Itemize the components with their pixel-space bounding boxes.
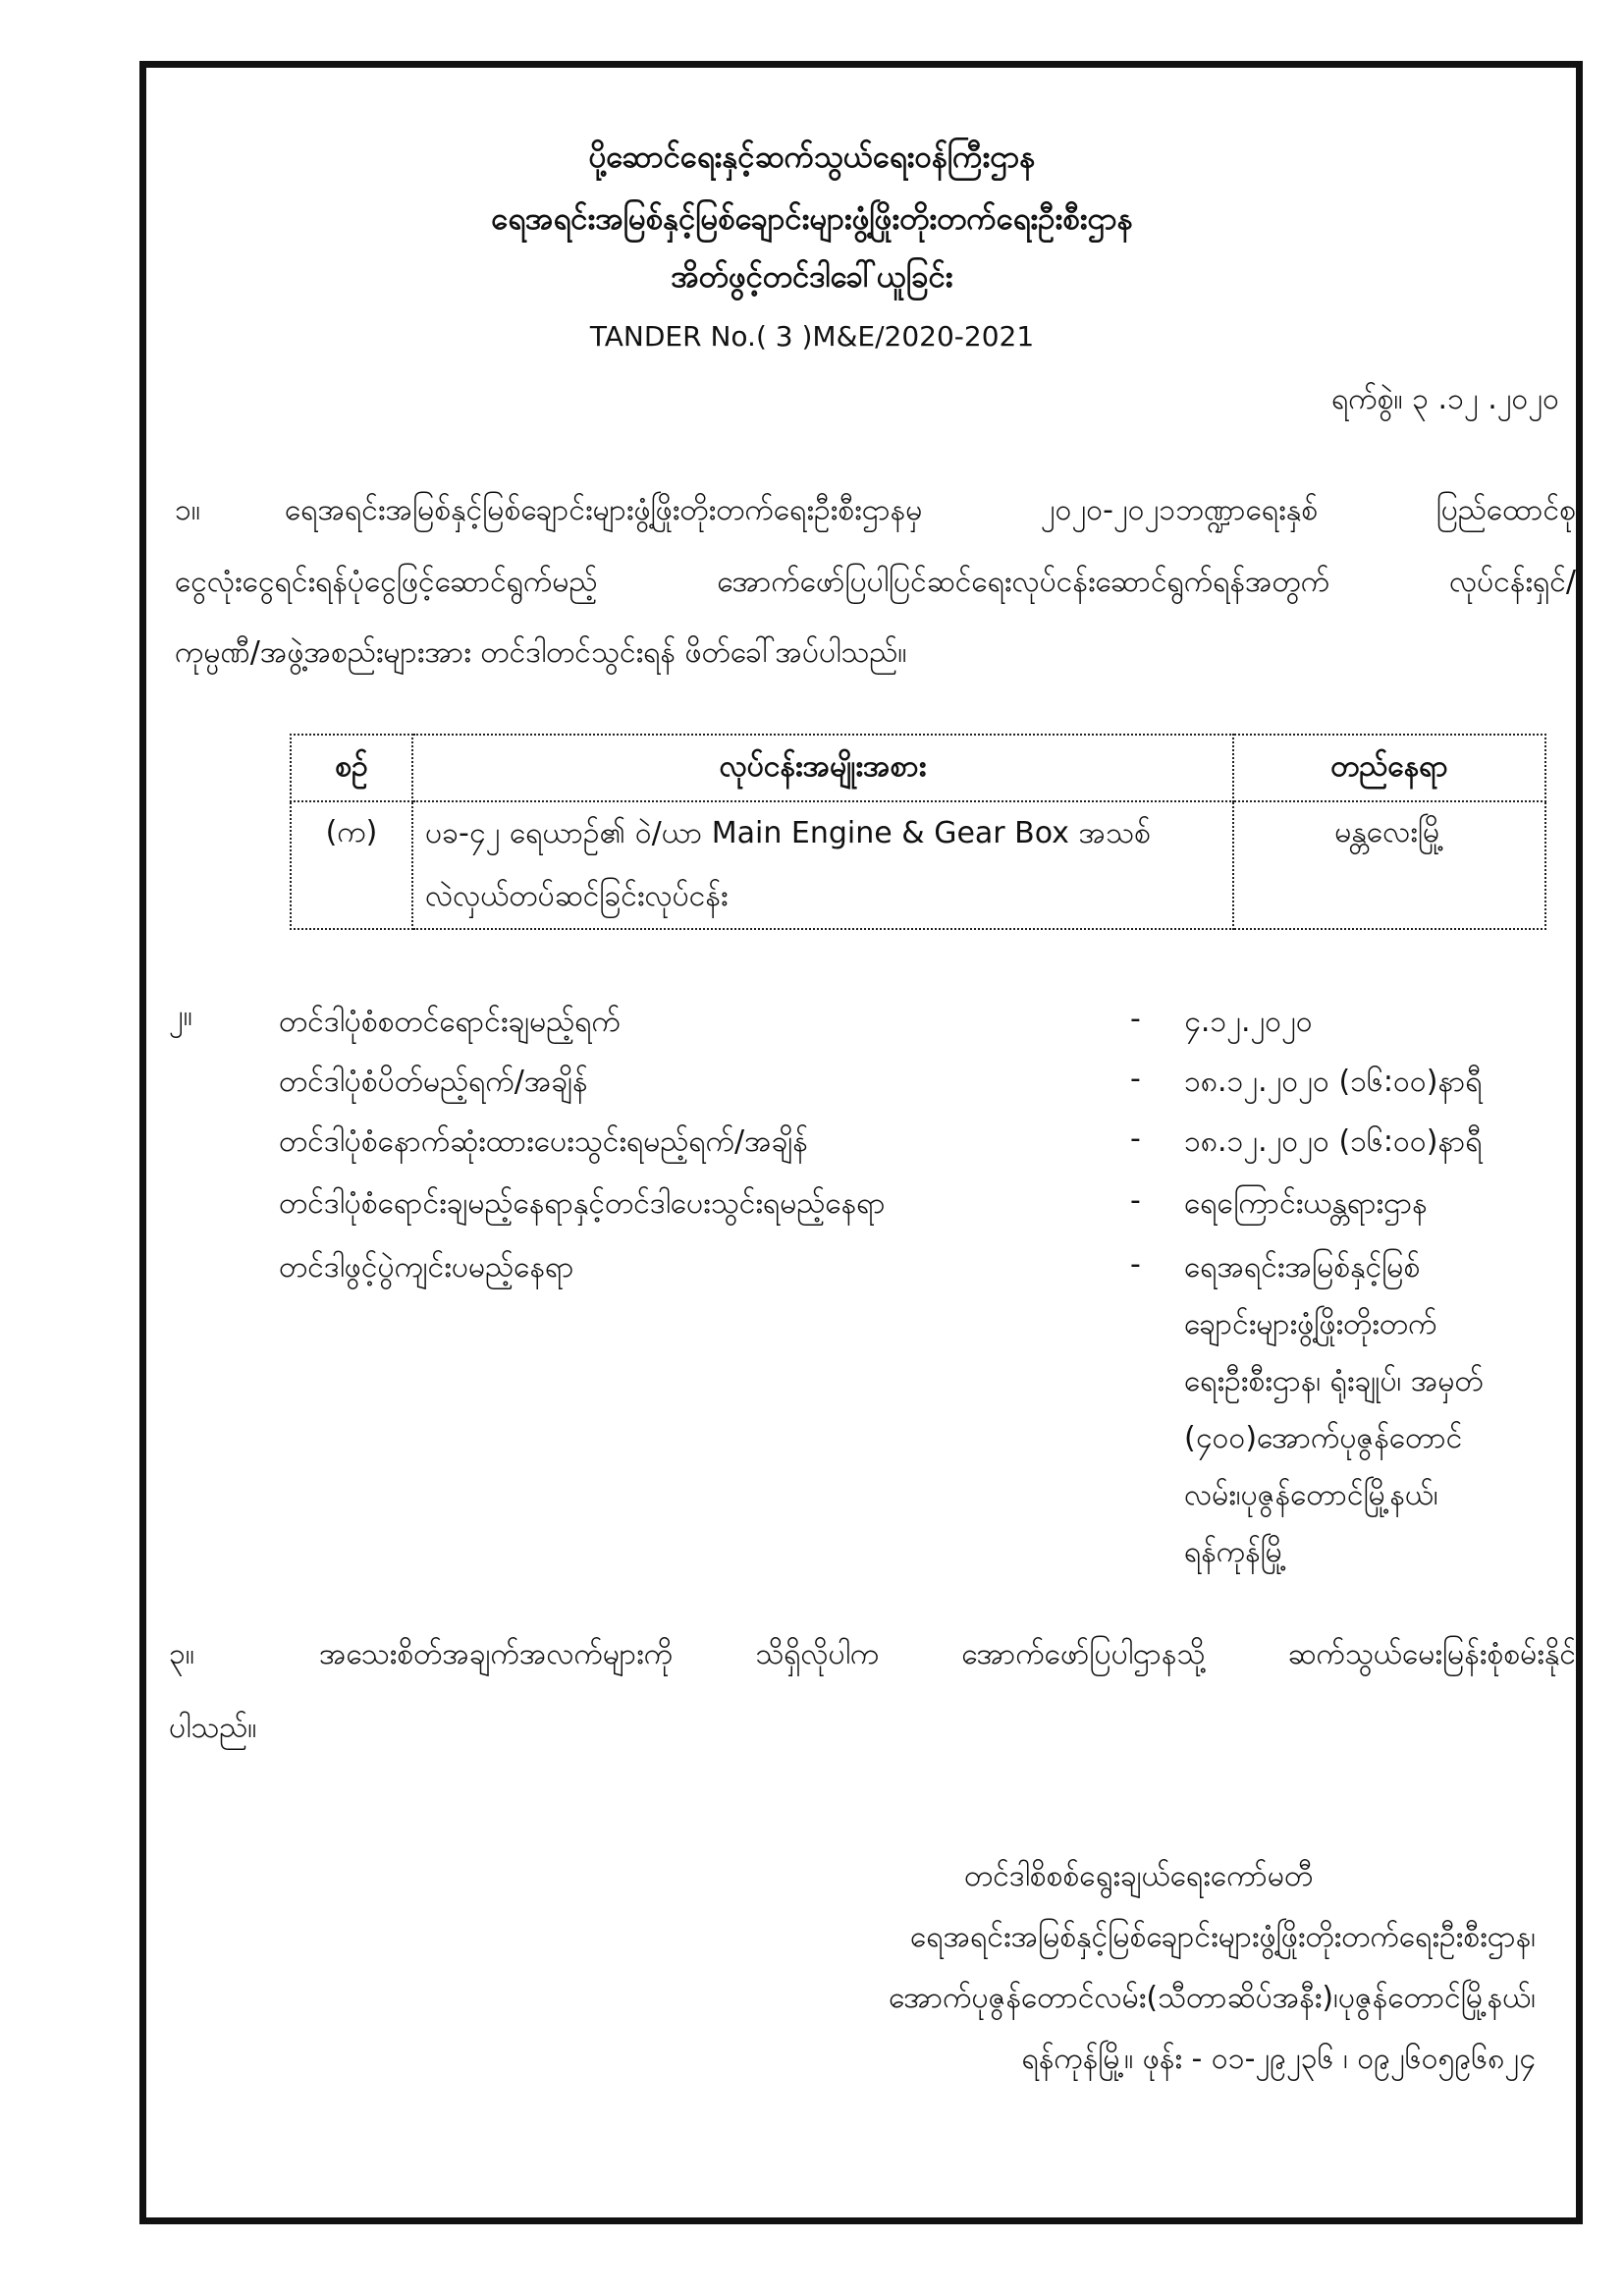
schedule-dash: - — [1130, 1121, 1141, 1156]
address-line-2: ရေးဦးစီးဌာန၊ ရုံးချုပ်၊ အမှတ် — [1184, 1364, 1484, 1398]
schedule-value-opening-place: ရေအရင်းအမြစ်နှင့်မြစ် — [1184, 1250, 1421, 1285]
schedule-value-sale-place: ရေကြောင်းယန္တရားဌာန — [1184, 1186, 1428, 1221]
signature-address: အောက်ပုဇွန်တောင်လမ်း(သီတာဆိပ်အနီး)၊ပုဇွန်တောင်မြို့နယ်၊ — [889, 1981, 1536, 2015]
address-line-4: လမ်း၊ပုဇွန်တောင်မြို့နယ်၊ — [1184, 1478, 1438, 1512]
schedule-value-deadline: ၁၈.၁၂.၂၀၂၀ (၁၆:၀၀)နာရီ — [1184, 1124, 1483, 1159]
work-line-1: ပခ-၄၂ ရေယာဉ်၏ ဝဲ/ယာ Main Engine & Gear Box အသစ် — [425, 816, 1151, 850]
schedule-value-close: ၁၈.၁၂.၂၀၂၀ (၁၆:၀၀)နာရီ — [1184, 1065, 1483, 1099]
para3-line-1: အသေးစိတ်အချက်အလက်များကို သိရှိလိုပါက အောက်ဖော်ပြပါဌာနသို့ ဆက်သွယ်မေးမြန်းစုံစမ်းနိုင် — [319, 1637, 1576, 1671]
col-header-number: စဉ် — [291, 735, 412, 801]
schedule-value-sale-start: ၄.၁၂.၂၀၂၀ — [1184, 1005, 1313, 1039]
schedule-label-close: တင်ဒါပုံစံပိတ်မည့်ရက်/အချိန် — [279, 1065, 588, 1099]
work-table — [290, 734, 1546, 930]
row-work-description — [412, 801, 1233, 929]
address-line-3: (၄၀၀)အောက်ပုဇွန်တောင် — [1184, 1421, 1463, 1455]
para3-number: ၃။ — [169, 1637, 194, 1671]
para1-line-1: ရေအရင်းအမြစ်နှင့်မြစ်ချောင်းများဖွံ့ဖြိုးတိုးတက်ရေးဦးစီးဌာနမှ ၂၀၂၀-၂၀၂၁ဘဏ္ဍာရေးနှစ် ပြည်ထောင်စု — [285, 493, 1576, 527]
work-line-2: လဲလှယ်တပ်ဆင်ခြင်းလုပ်ငန်း — [425, 879, 729, 913]
schedule-label-sale-place: တင်ဒါပုံစံရောင်းချမည့်နေရာနှင့်တင်ဒါပေးသွင်းရမည့်နေရာ — [279, 1186, 886, 1221]
para1-line-3: ကုမ္ပဏီ/အဖွဲ့အစည်းများအား တင်ဒါတင်သွင်းရန် ဖိတ်ခေါ်အပ်ပါသည်။ — [175, 635, 907, 670]
schedule-dash: - — [1130, 1062, 1141, 1096]
para1-line-2: ငွေလုံးငွေရင်းရန်ပုံငွေဖြင့်ဆောင်ရွက်မည့် အောက်ဖော်ပြပါပြင်ဆင်ရေးလုပ်ငန်းဆောင်ရွက်ရန်အတွက် လုပ်ငန်းရှင်/ — [175, 565, 1576, 599]
col-header-location: တည်နေရာ — [1233, 735, 1545, 801]
signature-department: ရေအရင်းအမြစ်နှင့်မြစ်ချောင်းများဖွံ့ဖြိုးတိုးတက်ရေးဦးစီးဌာန၊ — [910, 1920, 1536, 1954]
signature-city-phone: ရန်ကုန်မြို့။ ဖုန်း - ၀၁-၂၉၂၃၆ ၊ ၀၉၂၆၀၅၉၆၈၂၄ — [1021, 2042, 1536, 2076]
signature-committee: တင်ဒါစိစစ်ရွေးချယ်ရေးကော်မတီ — [964, 1859, 1314, 1893]
address-line-5: ရန်ကုန်မြို့ — [1184, 1535, 1287, 1569]
table-row — [291, 801, 1545, 929]
document-title: အိတ်ဖွင့်တင်ဒါခေါ်ယူခြင်း — [671, 259, 953, 295]
para1-number: ၁။ — [175, 493, 200, 527]
table-header-row — [291, 735, 1545, 801]
col-header-work-type: လုပ်ငန်းအမျိုးအစား — [412, 735, 1233, 801]
schedule-label-sale-start: တင်ဒါပုံစံစတင်ရောင်းချမည့်ရက် — [279, 1005, 621, 1039]
row-location: မန္တလေးမြို့ — [1233, 801, 1545, 929]
ministry-heading: ပို့ဆောင်ရေးနှင့်ဆက်သွယ်ရေးဝန်ကြီးဌာန — [588, 139, 1036, 175]
schedule-dash: - — [1130, 1002, 1141, 1036]
address-line-1: ချောင်းများဖွံ့ဖြိုးတိုးတက် — [1184, 1307, 1437, 1341]
schedule-dash: - — [1130, 1183, 1141, 1218]
schedule-dash: - — [1130, 1247, 1141, 1282]
department-heading: ရေအရင်းအမြစ်နှင့်မြစ်ချောင်းများဖွံ့ဖြိုးတိုးတက်ရေးဦးစီးဌာန — [491, 201, 1133, 237]
tender-number: TANDER No.( 3 )M&E/2020-2021 — [589, 320, 1035, 353]
schedule-label-opening-place: တင်ဒါဖွင့်ပွဲကျင်းပမည့်နေရာ — [279, 1250, 574, 1285]
row-number: (က) — [291, 801, 412, 929]
document-date: ရက်စွဲ။ ၃ .၁၂ .၂၀၂၀ — [1331, 382, 1559, 416]
schedule-label-deadline: တင်ဒါပုံစံနောက်ဆုံးထားပေးသွင်းရမည့်ရက်/အချိန် — [279, 1124, 808, 1159]
para3-line-2: ပါသည်။ — [169, 1711, 257, 1745]
para2-number: ၂။ — [169, 999, 192, 1033]
